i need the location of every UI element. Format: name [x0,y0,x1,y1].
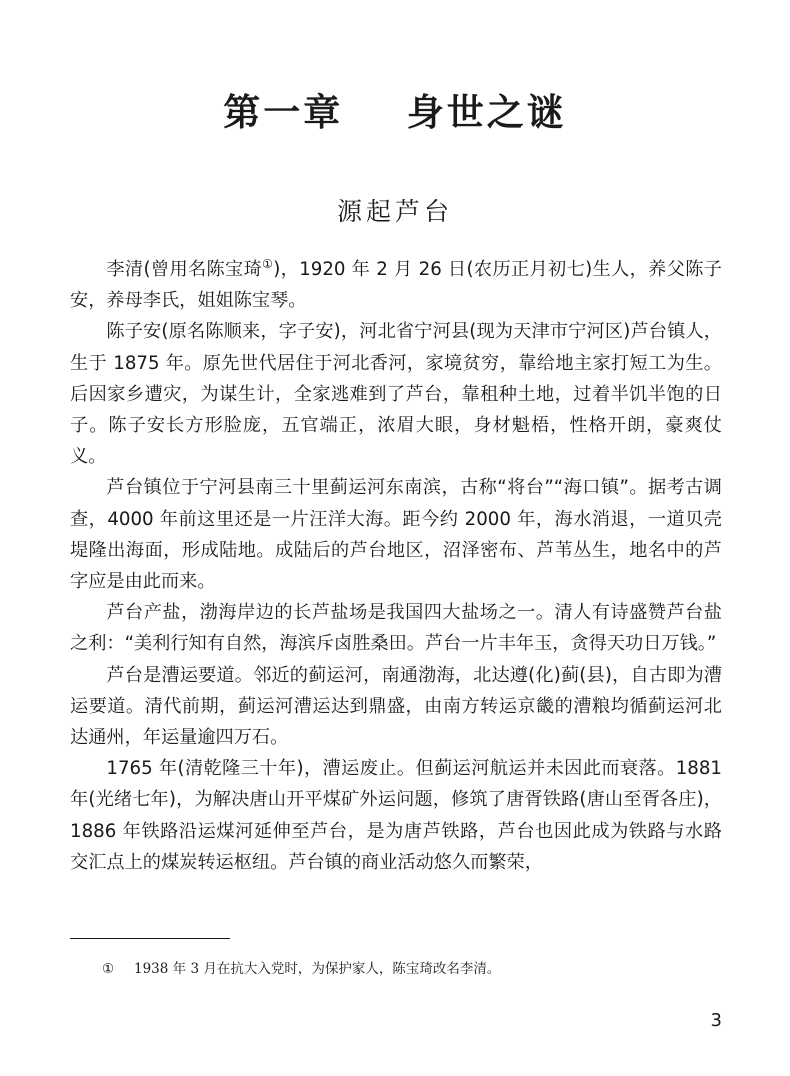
footnote [102,958,722,980]
footnote-divider [70,938,230,939]
footnote-number: ① [102,961,115,977]
paragraph-1 [70,254,722,316]
page-number: 3 [710,1010,722,1031]
section-title: 源起芦台 [336,197,453,226]
paragraph-2: 陈子安(原名陈顺来，字子安)，河北省宁河县(现为天津市宁河区)芦台镇人，生于 1875 年。原先世代居住于河北香河，家境贫穷，靠给地主家打短工为生。后因家乡遭灾，为谋生计，全家逃难到了芦台，靠租种土地，过着半饥半饱的日子。陈子安长方形脸庞，五官端正，浓眉大眼，身材魁梧，性格开朗，豪爽仗义。 [70,321,722,468]
chapter-title: 第一章 身世之谜 [223,91,567,134]
paragraph-5: 芦台是漕运要道。邻近的蓟运河，南通渤海，北达遵(化)蓟(县)，自古即为漕运要道。清代前期，蓟运河漕运达到鼎盛，由南方转运京畿的漕粮均循蓟运河北达通州，年运量逾四万石。 [70,664,722,749]
paragraph-1-text-a: 李清(曾用名陈宝琦 [106,259,263,280]
paragraph-3: 芦台镇位于宁河县南三十里蓟运河东南滨，古称“将台”“海口镇”。据考古调查，4000 年前这里还是一片汪洋大海。距今约 2000 年，海水消退，一道贝壳堤隆出海面，形成陆地。成陆后的芦台地区，沼泽密布、芦苇丛生，地名中的芦字应是由此而来。 [70,477,722,593]
footnote-text: 1938 年 3 月在抗大入党时，为保护家人，陈宝琦改名李清。 [134,961,501,977]
footnote-reference[interactable]: ① [262,256,274,271]
paragraph-6: 1765 年(清乾隆三十年)，漕运废止。但蓟运河航运并未因此而衰落。1881 年(光绪七年)，为解决唐山开平煤矿外运问题，修筑了唐胥铁路(唐山至胥各庄)，1886 年铁路沿运煤河延伸至芦台，是为唐芦铁路，芦台也因此成为铁路与水路交汇点上的煤炭转运枢纽。芦台镇的商业活动悠久而繁荣， [70,758,722,873]
paragraph-1-text-b: )，1920 年 2 月 26 日(农历正月初七)生人，养父陈子安，养母李氏，姐姐陈宝琴。 [70,259,722,312]
paragraph-4: 芦台产盐，渤海岸边的长芦盐场是我国四大盐场之一。清人有诗盛赞芦台盐之利：“美利行知有自然，海滨斥卤胜桑田。芦台一片丰年玉，贪得天功日万钱。” [70,602,722,655]
body-text [70,254,722,878]
